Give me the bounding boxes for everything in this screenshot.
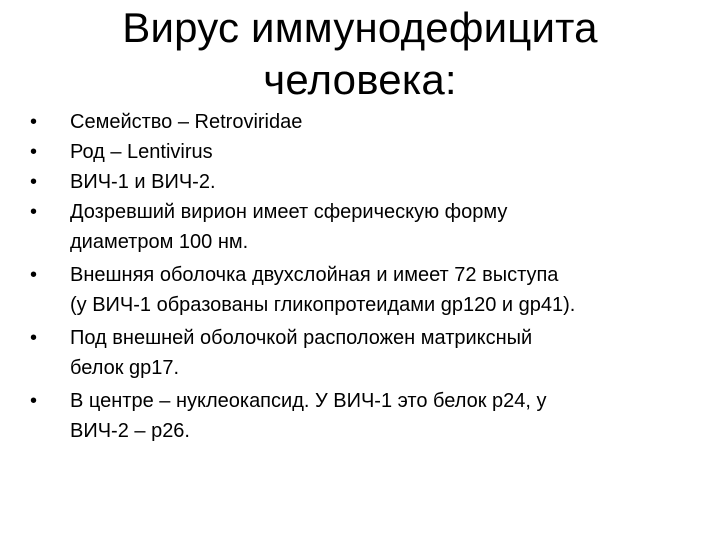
bullet-item-envelope: [30, 260, 700, 320]
bullet-dot-icon: •: [30, 171, 38, 193]
bullet-dot-icon: •: [30, 327, 38, 349]
bullet-list: [30, 107, 700, 449]
bullet-item-nucleocapsid: [30, 386, 700, 446]
bullet-text-line-1: Дозревший вирион имеет сферическую форму: [70, 201, 508, 223]
bullet-dot-icon: •: [30, 201, 38, 223]
slide-title-line-1: Вирус иммунодефицита: [122, 4, 598, 51]
bullet-dot-icon: •: [30, 111, 38, 133]
bullet-text-line-1: В центре – нуклеокапсид. У ВИЧ-1 это белок p24, у: [70, 390, 547, 412]
slide-title-line-2: человека:: [263, 56, 457, 103]
bullet-item-family: [30, 107, 700, 137]
bullet-text-line-2: (у ВИЧ-1 образованы гликопротеидами gp120 и gp41).: [70, 294, 576, 316]
slide-title: [40, 2, 680, 106]
bullet-item-virion: [30, 197, 700, 257]
bullet-text-line-1: Внешняя оболочка двухслойная и имеет 72 выступа: [70, 264, 559, 286]
bullet-dot-icon: •: [30, 141, 38, 163]
bullet-item-genus: [30, 137, 700, 167]
bullet-dot-icon: •: [30, 390, 38, 412]
bullet-text-line-2: белок gp17.: [70, 357, 180, 379]
bullet-item-types: [30, 167, 700, 197]
bullet-item-matrix: [30, 323, 700, 383]
bullet-text: Семейство – Retroviridae: [70, 111, 303, 133]
bullet-text: ВИЧ-1 и ВИЧ-2.: [70, 171, 216, 193]
bullet-dot-icon: •: [30, 264, 38, 286]
bullet-text-line-1: Под внешней оболочкой расположен матриксный: [70, 327, 533, 349]
bullet-text-line-2: диаметром 100 нм.: [70, 231, 249, 253]
bullet-text: Род – Lentivirus: [70, 141, 213, 163]
bullet-text-line-2: ВИЧ-2 – p26.: [70, 420, 190, 442]
